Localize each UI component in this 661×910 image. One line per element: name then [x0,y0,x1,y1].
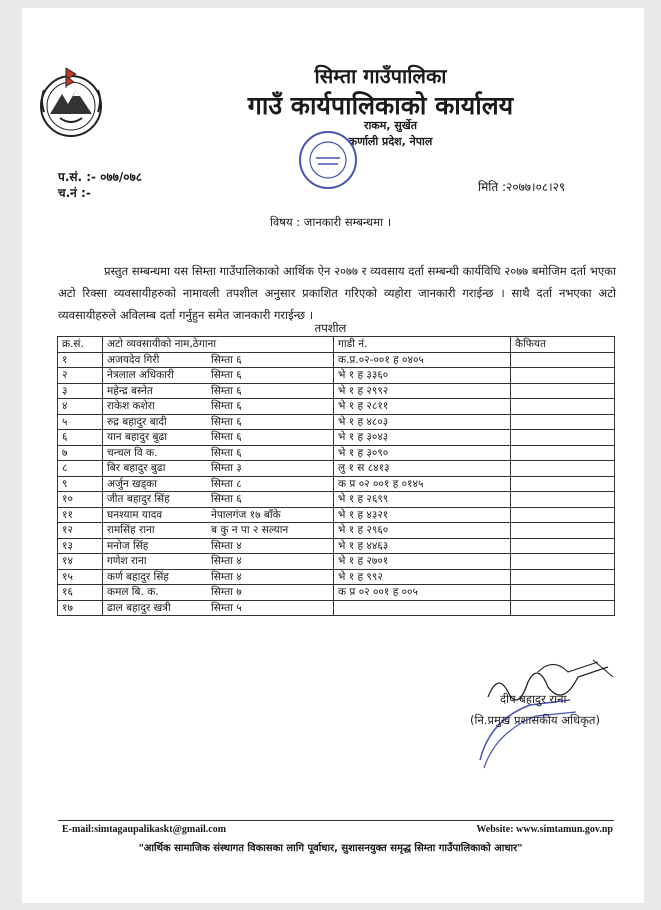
operator-address: सिम्ता ४ [211,555,242,568]
cell-remarks [511,554,615,570]
operator-name: मनोज सिंह [107,539,149,552]
table-row [58,523,615,539]
operator-address: नेपालगंज १७ बाँके [211,508,281,521]
table-row [58,368,615,384]
cell-remarks [511,507,615,523]
cell-name-address [103,538,334,554]
operator-address: सिम्ता ५ [211,601,242,614]
signatory-title: (नि.प्रमुख प्रशासकीय अधिकृत) [470,713,600,727]
letter-subject: विषय : जानकारी सम्बन्धमा । [269,215,392,229]
operator-address: सिम्ता ७ [211,586,242,599]
operator-address: सिम्ता ८ [211,477,242,490]
cell-name-address [103,507,334,523]
cell-sn: १५ [58,569,103,585]
operator-address: सिम्ता ४ [211,539,242,552]
cell-name-address [103,368,334,384]
cell-vehicle: क प्र ०२ ००१ ह ००५ [334,585,511,601]
header-sn: क्र.सं. [58,337,103,353]
operator-address: सिम्ता ६ [211,446,242,459]
operator-address: सिम्ता ६ [211,431,242,444]
header-remarks: कैफियत [511,337,615,353]
table-row [58,492,615,508]
operator-name: रुद्र बहादुर बादी [107,415,167,428]
cell-remarks [511,430,615,446]
cell-sn: ७ [58,445,103,461]
header-name: अटो व्यवसायीको नाम,ठेगाना [103,337,334,353]
cell-vehicle: भे १ ह २७०१ [334,554,511,570]
cell-sn: ११ [58,507,103,523]
cell-name-address [103,554,334,570]
cell-name-address [103,476,334,492]
address-line-1: राकम, सुर्खेत [363,119,418,132]
operator-name: अजयदेव गिरी [107,353,160,366]
cell-vehicle: भे १ ह ३०४३ [334,430,511,446]
table-row [58,430,615,446]
operator-name: गणेश राना [107,555,147,568]
cell-remarks [511,368,615,384]
cell-remarks [511,569,615,585]
operator-address: सिम्ता ६ [211,400,242,413]
table-row [58,569,615,585]
table-row [58,600,615,616]
cell-name-address [103,414,334,430]
cell-vehicle: लु १ स ८४१३ [334,461,511,477]
cell-remarks [511,445,615,461]
operator-name: रामसिंह राना [107,524,155,537]
cell-name-address [103,399,334,415]
cell-sn: १ [58,352,103,368]
cell-remarks [511,352,615,368]
footer-website: Website: www.simtamun.gov.np [476,824,613,835]
table-row [58,383,615,399]
cell-vehicle: भे १ ह ४३२१ [334,507,511,523]
operator-address: सिम्ता ६ [211,353,242,366]
letter-number: प.सं. :- ०७७/०७८ [58,170,143,184]
operator-name: महेन्द्र बस्नेत [107,384,153,397]
municipality-name: सिम्ता गाउँपालिका [314,64,447,88]
table-row [58,554,615,570]
cell-vehicle: भे १ ह २६९९ [334,492,511,508]
office-stamp-icon [296,128,360,192]
operators-table [57,336,615,616]
cell-name-address [103,523,334,539]
operator-address: सिम्ता ६ [211,493,242,506]
cell-sn: १३ [58,538,103,554]
cell-name-address [103,430,334,446]
cell-vehicle: भे १ ह २९६० [334,523,511,539]
footer-email: E-mail:simtagaupalikaskt@gmail.com [62,824,227,835]
cell-vehicle: भे १ ह ४४६३ [334,538,511,554]
cell-sn: १२ [58,523,103,539]
cell-vehicle: भे १ ह २८११ [334,399,511,415]
cell-name-address [103,352,334,368]
footer-slogan: "आर्थिक सामाजिक संस्थागत विकासका लागि पूर्वाधार, सुशासनयुक्त समृद्ध सिम्ता गाउँपालिकाको आधार" [138,843,523,854]
operator-name: नेत्रलाल अधिकारी [107,369,174,382]
cell-remarks [511,585,615,601]
table-row [58,399,615,415]
cell-vehicle: क.प्र.०२-००१ ह ०४०५ [334,352,511,368]
table-row [58,585,615,601]
table-row [58,352,615,368]
cell-sn: १६ [58,585,103,601]
cell-name-address [103,492,334,508]
operator-name: कर्ण बहादुर सिंह [107,570,169,583]
cell-vehicle: भे १ ह ३३६० [334,368,511,384]
table-row [58,538,615,554]
operator-name: यान बहादुर बुढा [107,431,168,444]
cell-vehicle: भे १ ह ९९२ [334,569,511,585]
cell-sn: १७ [58,600,103,616]
cell-vehicle [334,600,511,616]
table-title: तपशील [314,321,347,335]
cell-name-address [103,461,334,477]
operator-address: सिम्ता ६ [211,415,242,428]
cell-vehicle: भे १ ह २९९२ [334,383,511,399]
cell-sn: ६ [58,430,103,446]
cell-sn: ४ [58,399,103,415]
operator-name: कमल बि. क. [107,586,159,599]
cell-name-address [103,585,334,601]
header-vehicle: गाडी नं. [334,337,511,353]
cell-sn: १४ [58,554,103,570]
cell-remarks [511,600,615,616]
cell-sn: २ [58,368,103,384]
table-row [58,476,615,492]
cell-sn: ३ [58,383,103,399]
cell-name-address [103,569,334,585]
operator-address: सिम्ता ६ [211,384,242,397]
table-row [58,445,615,461]
cell-vehicle: भे १ ह ४८०३ [334,414,511,430]
table-row [58,507,615,523]
cell-sn: १० [58,492,103,508]
operator-address: सिम्ता ६ [211,369,242,382]
cell-remarks [511,461,615,477]
cell-remarks [511,414,615,430]
cell-name-address [103,445,334,461]
cell-remarks [511,523,615,539]
letter-date: मिति :२०७७।०८।२९ [478,180,566,194]
table-row [58,414,615,430]
cell-vehicle: क प्र ०२ ००१ ह ०१४५ [334,476,511,492]
operator-name: राकेश कशेरा [107,400,155,413]
cell-remarks [511,399,615,415]
cell-name-address [103,600,334,616]
cell-sn: ५ [58,414,103,430]
table-row [58,461,615,477]
operator-name: जीत बहादुर सिंह [107,493,170,506]
operator-address: सिम्ता ३ [211,462,242,475]
address-line-2: कर्णाली प्रदेश, नेपाल [348,135,433,148]
operator-address: ब कु न पा २ सल्यान [211,524,289,537]
cell-remarks [511,476,615,492]
cell-vehicle: भे १ ह ३०९० [334,445,511,461]
cell-remarks [511,538,615,554]
operator-address: सिम्ता ४ [211,570,242,583]
signatory-name: दीप बहादुर राना [500,692,567,706]
footer-divider [58,820,614,821]
table-header-row [58,337,615,353]
dispatch-number: च.नं :- [58,186,91,200]
cell-sn: ८ [58,461,103,477]
operator-name: अर्जुन खड्का [107,477,157,490]
cell-sn: ९ [58,476,103,492]
cell-name-address [103,383,334,399]
office-name: गाउँ कार्यपालिकाको कार्यालय [247,91,514,120]
cell-remarks [511,492,615,508]
operator-name: ढाल बहादुर खत्री [107,601,171,614]
operator-name: घनश्याम यादव [107,508,163,521]
cell-remarks [511,383,615,399]
operator-name: बिर बहादुर बुढा [107,462,166,475]
operator-name: चन्चल वि क. [107,446,158,459]
letter-body: प्रस्तुत सम्बन्धमा यस सिम्ता गाउँपालिकाको आर्थिक ऐन २०७७ र व्यवसाय दर्ता सम्बन्धी कार्यविधि २०७७ बमोजिम दर्ता भएका अटो रिक्सा व्यवसायीहरुको नामावली तपशील अनुसार प्रकाशित गरिएको व्यहोरा जानकारी गराईन्छ । साथै दर्ता नभएका अटो व्यवसायीहरुले अविलम्ब दर्ता गर्नुहुन समेत जानकारी गराईन्छ । [58,264,616,322]
